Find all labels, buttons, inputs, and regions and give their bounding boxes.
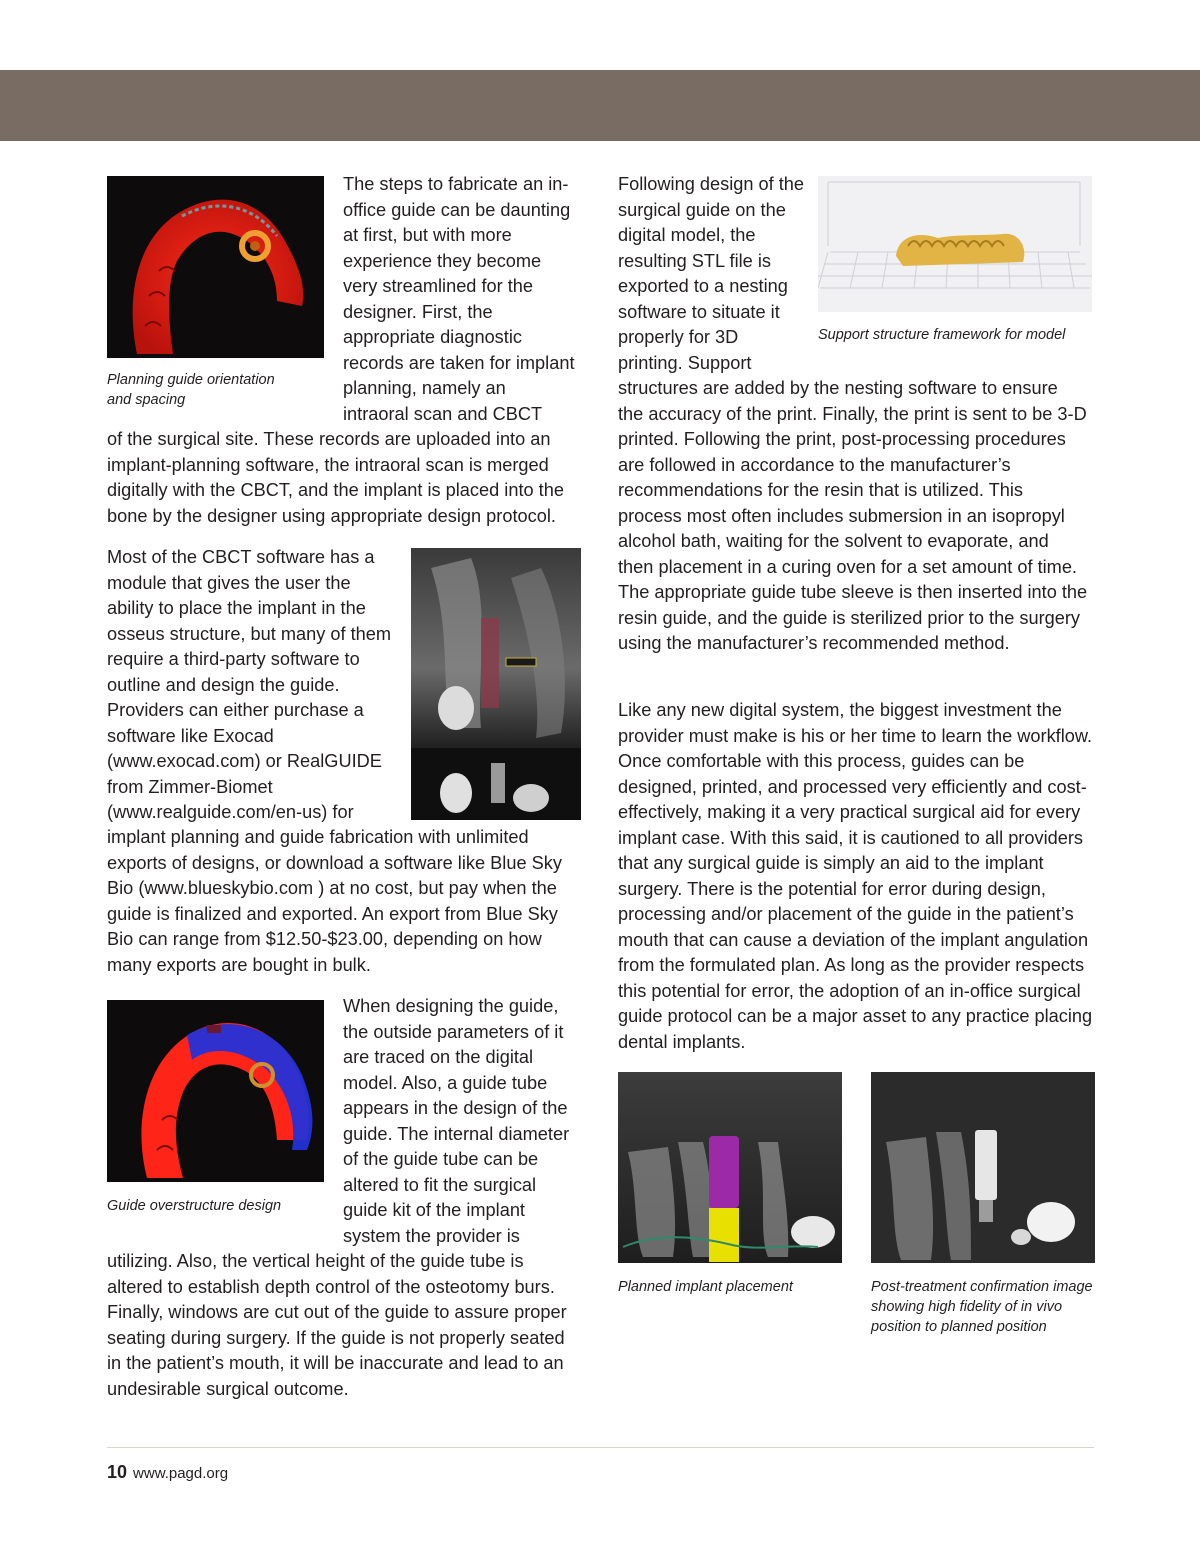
footer-website: www.pagd.org — [133, 1465, 229, 1482]
paragraph-fabrication-steps-cont: of the surgical site. These records are uploaded into an implant-planning software, the intraoral scan is merged digitally with the CBCT, and the implant is placed into the bone by the designer using appropriate design protocol. — [107, 429, 564, 526]
paragraph-designing-guide: When designing the guide, the outside parameters of it are traced on the digital model. Also, a guide tube appears in the design of the guide. The internal diameter of the guide tube can be altered to fit the surgical guide kit of the implant system the provider is — [343, 996, 570, 1246]
guide-overstructure-caption: Guide overstructure design — [107, 1198, 282, 1214]
planning-guide-image — [107, 176, 324, 358]
post-treatment-image — [871, 1072, 1095, 1263]
support-structure-image — [818, 176, 1092, 312]
paragraph-designing-guide-cont: utilizing. Also, the vertical height of the guide tube is altered to establish depth control of the osteotomy burs. Finally, windows are cut out of the guide to assure proper seating during surgery. If the guide is not properly seated in the patient’s mouth, it will be inaccurate and lead to an undesirable surgical outcome. — [107, 1251, 567, 1399]
post-treatment-caption: Post-treatment confirmation image showing high fidelity of in vivo position to planned position — [871, 1279, 1093, 1335]
footer — [107, 1462, 228, 1483]
paragraph-digital-investment: Like any new digital system, the biggest investment the provider must make is his or her time to learn the workflow. Once comfortable with this process, guides can be designed, printed, and processed very efficiently and cost-effectively, making it a very practical surgical aid for every implant case. With this said, it is cautioned to all providers that any surgical guide is simply an aid to the implant surgery. There is the potential for error during design, processing and/or placement of the guide in the patient’s mouth that can cause a deviation of the implant angulation from the formulated plan. As long as the provider respects this potential for error, the adoption of an in-office surgical guide protocol can be a major asset to any practice placing dental implants. — [618, 700, 1093, 1052]
planned-implant-caption: Planned implant placement — [618, 1279, 793, 1295]
guide-overstructure-image — [107, 1000, 324, 1182]
paragraph-nesting-cont: structures are added by the nesting software to ensure the accuracy of the print. Finally, the print is sent to be 3-D printed. Following the print, post-processing procedures are followed in accordance to the manufacturer’s recommendations for the resin that is utilized. This process most often includes submersion in an isopropyl alcohol bath, waiting for the solvent to evaporate, and then placement in a curing oven for a set amount of time. The appropriate guide tube sleeve is then inserted into the resin guide, and the guide is sterilized prior to the surgery using the manufacturer’s recommended method. — [618, 378, 1088, 653]
footer-rule — [107, 1447, 1094, 1448]
paragraph-fabrication-steps: The steps to fabricate an in-office guide can be daunting at first, but with more experience they become very streamlined for the designer. First, the appropriate diagnostic records are taken for implant planning, namely an intraoral scan and CBCT — [343, 174, 575, 424]
paragraph-cbct-software-cont: implant planning and guide fabrication with unlimited exports of designs, or download a software like Blue Sky Bio (www.blueskybio.com ) at no cost, but pay when the guide is finalized and exported. An export from Blue Sky Bio can range from $12.50-$23.00, depending on how many exports are bought in bulk. — [107, 827, 562, 975]
planned-implant-image — [618, 1072, 842, 1263]
cbct-scan-image — [411, 548, 581, 820]
paragraph-cbct-software: Most of the CBCT software has a module that gives the user the ability to place the implant in the osseus structure, but many of them require a third-party software to outline and design the guide. Providers can either purchase a software like Exocad (www.exocad.com) or RealGUIDE from Zimmer-Biomet (www.realguide.com/en-us) for — [107, 547, 392, 822]
support-structure-caption: Support structure framework for model — [818, 327, 1066, 343]
page-number: 10 — [107, 1462, 128, 1482]
paragraph-nesting: Following design of the surgical guide on the digital model, the resulting STL file is exported to a nesting software to situate it properly for 3D printing. Support — [618, 174, 805, 373]
planning-guide-caption: Planning guide orientation and spacing — [107, 372, 275, 408]
header-band — [0, 70, 1200, 141]
